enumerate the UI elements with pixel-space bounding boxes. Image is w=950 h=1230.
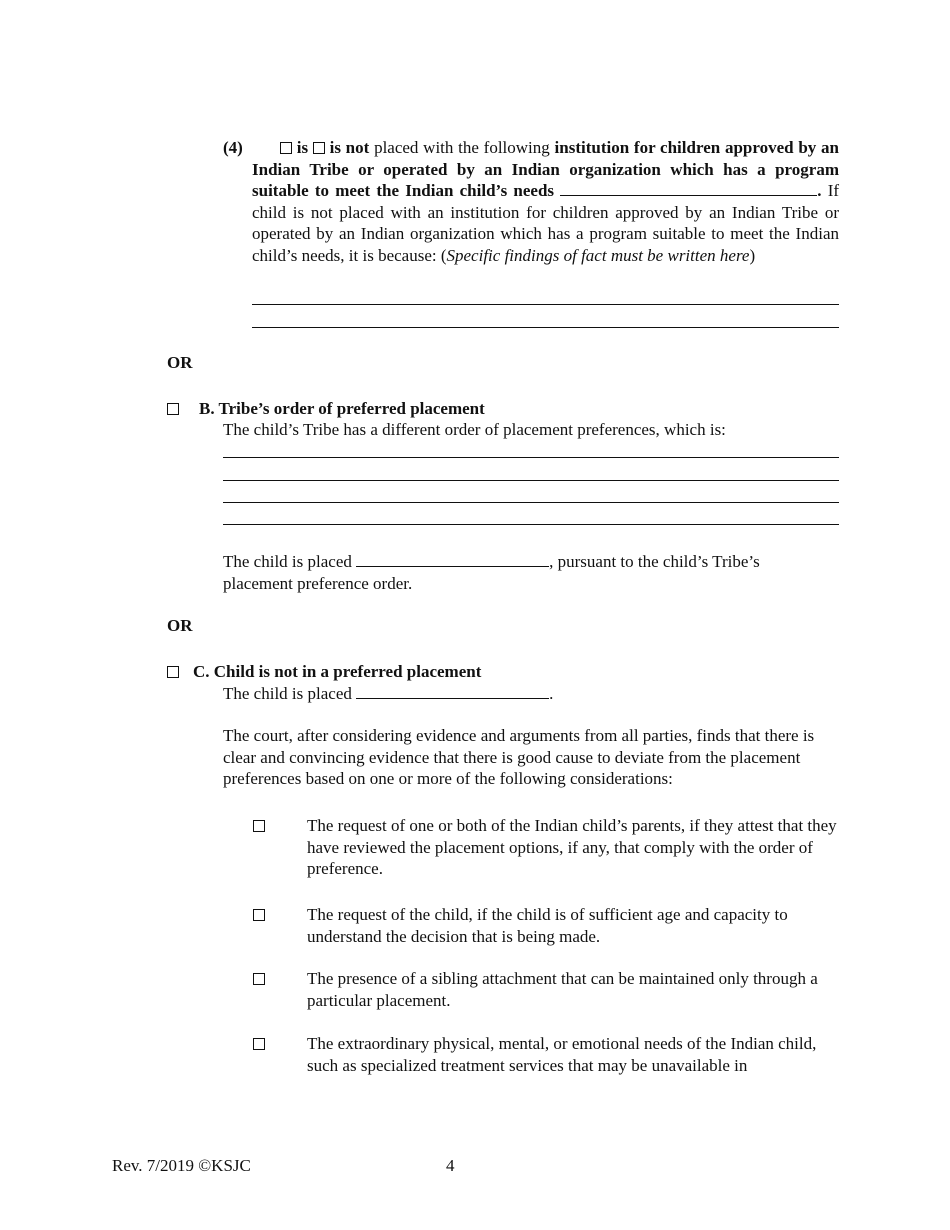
or-label-2: OR <box>167 616 193 635</box>
preference-line-4[interactable] <box>223 524 839 525</box>
consideration-item <box>253 1033 265 1055</box>
consideration-text-2: The request of the child, if the child is of sufficient age and capacity to understand the decision that is being made. <box>307 905 788 946</box>
section-c-checkbox[interactable] <box>167 666 179 678</box>
findings-line-1[interactable] <box>252 304 839 305</box>
section-b-placed: The child is placed , pursuant to the child’s Tribe’s placement preference order. <box>223 552 760 593</box>
section-c-heading: C. Child is not in a preferred placement <box>167 661 481 683</box>
is-checkbox[interactable] <box>280 142 292 154</box>
footer-revision: Rev. 7/2019 ©KSJC <box>112 1156 251 1175</box>
section-b-checkbox[interactable] <box>167 403 179 415</box>
consideration-text-4: The extraordinary physical, mental, or emotional needs of the Indian child, such as specialized treatment services that may be unavailable in <box>307 1034 817 1075</box>
consideration-item <box>253 968 265 990</box>
section-c-placed: The child is placed . <box>223 684 554 703</box>
preference-line-3[interactable] <box>223 502 839 503</box>
section-b-heading: B. Tribe’s order of preferred placement <box>167 398 485 420</box>
consideration-item <box>253 904 265 926</box>
item-4-number: (4) <box>223 138 243 157</box>
item-4-paragraph: is is not placed with the following institution for children approved by an Indian Tribe or operated by an Indian organization which has a program suitable to meet the Indian child’s needs . If child is not placed with an institution for children approved by an Indian Tribe or operated by an Indian organization which has a program suitable to meet the Indian child’s needs, it is because: (Specific findings of fact must be written here) <box>252 138 840 265</box>
section-b-placed-blank[interactable] <box>356 552 549 567</box>
footer-page-number: 4 <box>446 1156 455 1175</box>
consideration-checkbox-4[interactable] <box>253 1038 265 1050</box>
consideration-checkbox-1[interactable] <box>253 820 265 832</box>
is-not-checkbox[interactable] <box>313 142 325 154</box>
section-c-placed-blank[interactable] <box>356 684 549 699</box>
preference-line-1[interactable] <box>223 457 839 458</box>
consideration-checkbox-2[interactable] <box>253 909 265 921</box>
consideration-text-3: The presence of a sibling attachment that can be maintained only through a particular placement. <box>307 969 818 1010</box>
institution-blank[interactable] <box>560 181 817 196</box>
or-label-1: OR <box>167 353 193 372</box>
consideration-item <box>253 815 265 837</box>
section-c-finding: The court, after considering evidence and arguments from all parties, finds that there is clear and convincing evidence that there is good cause to deviate from the placement preferences based on one or more of the following considerations: <box>223 726 815 788</box>
consideration-checkbox-3[interactable] <box>253 973 265 985</box>
preference-line-2[interactable] <box>223 480 839 481</box>
section-b-intro: The child’s Tribe has a different order of placement preferences, which is: <box>223 420 726 439</box>
findings-line-2[interactable] <box>252 327 839 328</box>
consideration-text-1: The request of one or both of the Indian child’s parents, if they attest that they have reviewed the placement options, if any, that comply with the order of preference. <box>307 816 837 878</box>
